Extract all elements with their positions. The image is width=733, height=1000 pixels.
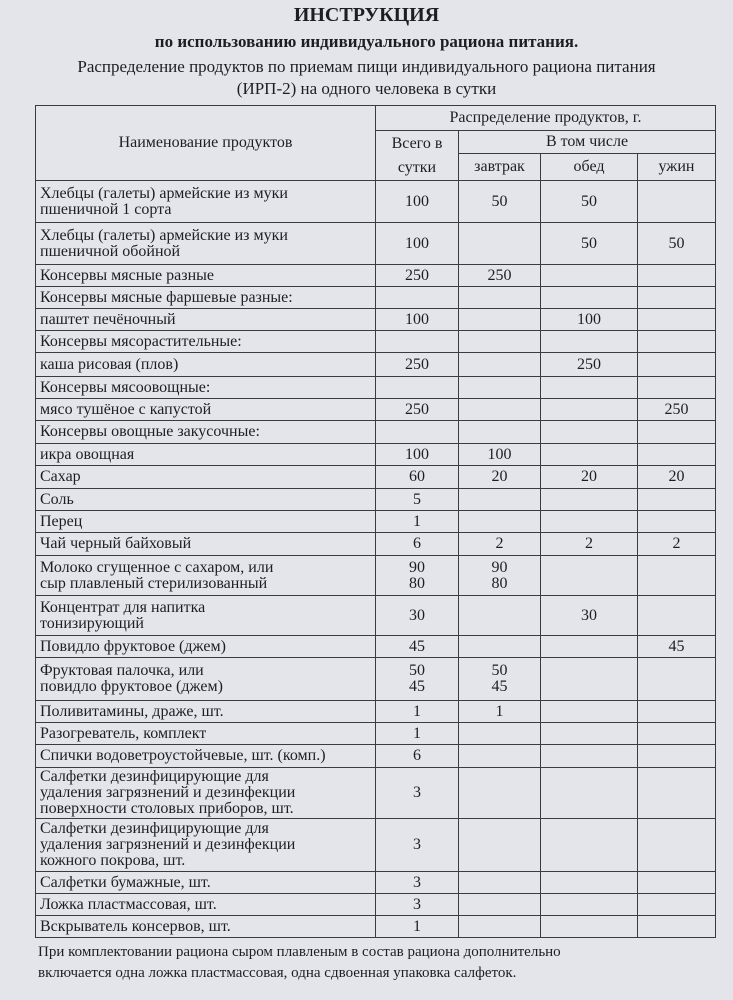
cell-dinner <box>638 511 716 533</box>
cell-dinner <box>638 181 716 223</box>
cell-dinner <box>638 701 716 723</box>
cell-name: Ложка пластмассовая, шт. <box>36 894 376 916</box>
cell-breakfast <box>459 421 541 444</box>
cell-breakfast <box>459 745 541 768</box>
cell-total: 50 45 <box>376 658 459 701</box>
cell-lunch <box>541 768 638 819</box>
cell-dinner <box>638 819 716 872</box>
cell-total: 250 <box>376 265 459 287</box>
cell-breakfast <box>459 309 541 331</box>
cell-lunch <box>541 658 638 701</box>
cell-dinner: 20 <box>638 466 716 489</box>
cell-total <box>376 287 459 309</box>
table-row <box>36 444 716 466</box>
cell-total: 45 <box>376 636 459 658</box>
cell-lunch: 2 <box>541 533 638 556</box>
cell-lunch: 250 <box>541 353 638 377</box>
cell-total <box>376 331 459 353</box>
cell-name: Фруктовая палочка, или повидло фруктовое (джем) <box>36 658 376 701</box>
cell-total: 60 <box>376 466 459 489</box>
cell-breakfast: 250 <box>459 265 541 287</box>
table-heading: Распределение продуктов по приемам пищи индивидуального рациона питания (ИРП-2) на одного человека в сутки <box>77 57 656 98</box>
cell-lunch <box>541 916 638 938</box>
table-row <box>36 353 716 377</box>
cell-breakfast: 100 <box>459 444 541 466</box>
cell-dinner <box>638 745 716 768</box>
cell-name: Хлебцы (галеты) армейские из муки пшеничной 1 сорта <box>36 181 376 223</box>
cell-total: 1 <box>376 701 459 723</box>
cell-lunch <box>541 331 638 353</box>
cell-name: Консервы мясные разные <box>36 265 376 287</box>
table-row <box>36 309 716 331</box>
cell-total: 1 <box>376 511 459 533</box>
cell-total: 6 <box>376 745 459 768</box>
header-dinner: ужин <box>638 154 716 181</box>
cell-breakfast <box>459 377 541 399</box>
cell-name: икра овощная <box>36 444 376 466</box>
cell-dinner <box>638 265 716 287</box>
cell-breakfast: 20 <box>459 466 541 489</box>
cell-lunch: 20 <box>541 466 638 489</box>
cell-dinner <box>638 768 716 819</box>
ration-table <box>35 105 716 938</box>
cell-dinner: 250 <box>638 399 716 421</box>
table-row <box>36 399 716 421</box>
footnote: При комплектовании рациона сыром плавленым в состав рациона дополнительно включается одна ложка пластмассовая, одна сдвоенная упаковка салфеток. <box>38 944 561 981</box>
cell-lunch <box>541 636 638 658</box>
table-row <box>36 421 716 444</box>
cell-dinner <box>638 872 716 894</box>
cell-lunch <box>541 444 638 466</box>
table-row <box>36 331 716 353</box>
cell-total: 3 <box>376 819 459 872</box>
cell-total: 3 <box>376 768 459 819</box>
cell-breakfast <box>459 768 541 819</box>
cell-total: 100 <box>376 223 459 265</box>
cell-name: Молоко сгущенное с сахаром, или сыр плавленый стерилизованный <box>36 556 376 596</box>
cell-name: Поливитамины, драже, шт. <box>36 701 376 723</box>
cell-name: Консервы мясорастительные: <box>36 331 376 353</box>
cell-breakfast <box>459 287 541 309</box>
cell-name: Разогреватель, комплект <box>36 723 376 745</box>
cell-lunch <box>541 819 638 872</box>
cell-name: Хлебцы (галеты) армейские из муки пшеничной обойной <box>36 223 376 265</box>
cell-lunch: 30 <box>541 596 638 636</box>
table-row <box>36 745 716 768</box>
cell-dinner: 45 <box>638 636 716 658</box>
cell-lunch <box>541 265 638 287</box>
cell-dinner: 50 <box>638 223 716 265</box>
cell-dinner <box>638 377 716 399</box>
cell-dinner <box>638 331 716 353</box>
document-title: ИНСТРУКЦИЯ <box>293 4 440 26</box>
table-row <box>36 287 716 309</box>
cell-breakfast: 90 80 <box>459 556 541 596</box>
cell-breakfast <box>459 819 541 872</box>
header-distribution: Распределение продуктов, г. <box>376 106 716 131</box>
cell-breakfast <box>459 331 541 353</box>
cell-dinner <box>638 444 716 466</box>
cell-lunch <box>541 556 638 596</box>
cell-name: Консервы мясные фаршевые разные: <box>36 287 376 309</box>
table-row <box>36 377 716 399</box>
table-row <box>36 701 716 723</box>
cell-dinner <box>638 596 716 636</box>
table-row <box>36 819 716 872</box>
cell-breakfast <box>459 399 541 421</box>
cell-name: Повидло фруктовое (джем) <box>36 636 376 658</box>
cell-dinner <box>638 916 716 938</box>
cell-name: Перец <box>36 511 376 533</box>
cell-dinner <box>638 421 716 444</box>
cell-total: 3 <box>376 894 459 916</box>
cell-name: Спички водоветроустойчевые, шт. (комп.) <box>36 745 376 768</box>
cell-total: 250 <box>376 353 459 377</box>
cell-dinner <box>638 353 716 377</box>
cell-lunch <box>541 489 638 511</box>
cell-total: 100 <box>376 181 459 223</box>
cell-total: 6 <box>376 533 459 556</box>
cell-breakfast <box>459 596 541 636</box>
cell-breakfast: 50 <box>459 181 541 223</box>
cell-lunch <box>541 723 638 745</box>
cell-breakfast <box>459 223 541 265</box>
cell-total: 1 <box>376 916 459 938</box>
cell-breakfast <box>459 894 541 916</box>
table-row <box>36 916 716 938</box>
header-including: В том числе <box>459 131 716 154</box>
table-row <box>36 894 716 916</box>
cell-dinner <box>638 658 716 701</box>
table-row <box>36 596 716 636</box>
cell-dinner: 2 <box>638 533 716 556</box>
table-row <box>36 556 716 596</box>
header-lunch: обед <box>541 154 638 181</box>
cell-name: Консервы мясоовощные: <box>36 377 376 399</box>
cell-total: 5 <box>376 489 459 511</box>
cell-breakfast: 50 45 <box>459 658 541 701</box>
table-row <box>36 489 716 511</box>
table-row <box>36 723 716 745</box>
cell-lunch: 50 <box>541 223 638 265</box>
cell-lunch <box>541 701 638 723</box>
cell-breakfast: 2 <box>459 533 541 556</box>
cell-breakfast: 1 <box>459 701 541 723</box>
cell-lunch <box>541 377 638 399</box>
table-row <box>36 511 716 533</box>
cell-lunch <box>541 287 638 309</box>
cell-dinner <box>638 489 716 511</box>
cell-name: Салфетки дезинфицирующие для удаления загрязнений и дезинфекции кожного покрова, шт. <box>36 819 376 872</box>
cell-breakfast <box>459 511 541 533</box>
cell-breakfast <box>459 489 541 511</box>
header-total: Всего в сутки <box>376 131 459 181</box>
cell-breakfast <box>459 636 541 658</box>
table-row <box>36 658 716 701</box>
cell-name: Чай черный байховый <box>36 533 376 556</box>
cell-lunch <box>541 894 638 916</box>
document-subtitle: по использованию индивидуального рациона питания. <box>154 32 579 51</box>
cell-name: Сахар <box>36 466 376 489</box>
cell-name: Вскрыватель консервов, шт. <box>36 916 376 938</box>
cell-name: паштет печёночный <box>36 309 376 331</box>
cell-lunch: 50 <box>541 181 638 223</box>
cell-total: 250 <box>376 399 459 421</box>
cell-name: Концентрат для напитка тонизирующий <box>36 596 376 636</box>
cell-dinner <box>638 309 716 331</box>
cell-name: каша рисовая (плов) <box>36 353 376 377</box>
cell-dinner <box>638 556 716 596</box>
table-row <box>36 768 716 819</box>
cell-name: Салфетки дезинфицирующие для удаления загрязнений и дезинфекции поверхности столовых приборов, шт. <box>36 768 376 819</box>
cell-total <box>376 421 459 444</box>
table-row <box>36 466 716 489</box>
cell-name: Салфетки бумажные, шт. <box>36 872 376 894</box>
cell-total: 100 <box>376 309 459 331</box>
cell-total: 30 <box>376 596 459 636</box>
header-name: Наименование продуктов <box>36 106 376 181</box>
cell-lunch <box>541 872 638 894</box>
header-breakfast: завтрак <box>459 154 541 181</box>
cell-breakfast <box>459 872 541 894</box>
cell-lunch <box>541 399 638 421</box>
cell-total <box>376 377 459 399</box>
cell-breakfast <box>459 916 541 938</box>
cell-total: 90 80 <box>376 556 459 596</box>
cell-breakfast <box>459 723 541 745</box>
table-row <box>36 265 716 287</box>
cell-lunch: 100 <box>541 309 638 331</box>
cell-lunch <box>541 511 638 533</box>
cell-lunch <box>541 421 638 444</box>
table-row <box>36 533 716 556</box>
cell-name: Консервы овощные закусочные: <box>36 421 376 444</box>
cell-total: 100 <box>376 444 459 466</box>
cell-name: Соль <box>36 489 376 511</box>
cell-dinner <box>638 287 716 309</box>
cell-total: 1 <box>376 723 459 745</box>
table-row <box>36 636 716 658</box>
cell-dinner <box>638 723 716 745</box>
table-row <box>36 181 716 223</box>
cell-total: 3 <box>376 872 459 894</box>
cell-lunch <box>541 745 638 768</box>
cell-name: мясо тушёное с капустой <box>36 399 376 421</box>
table-row <box>36 223 716 265</box>
cell-dinner <box>638 894 716 916</box>
cell-breakfast <box>459 353 541 377</box>
table-row <box>36 872 716 894</box>
